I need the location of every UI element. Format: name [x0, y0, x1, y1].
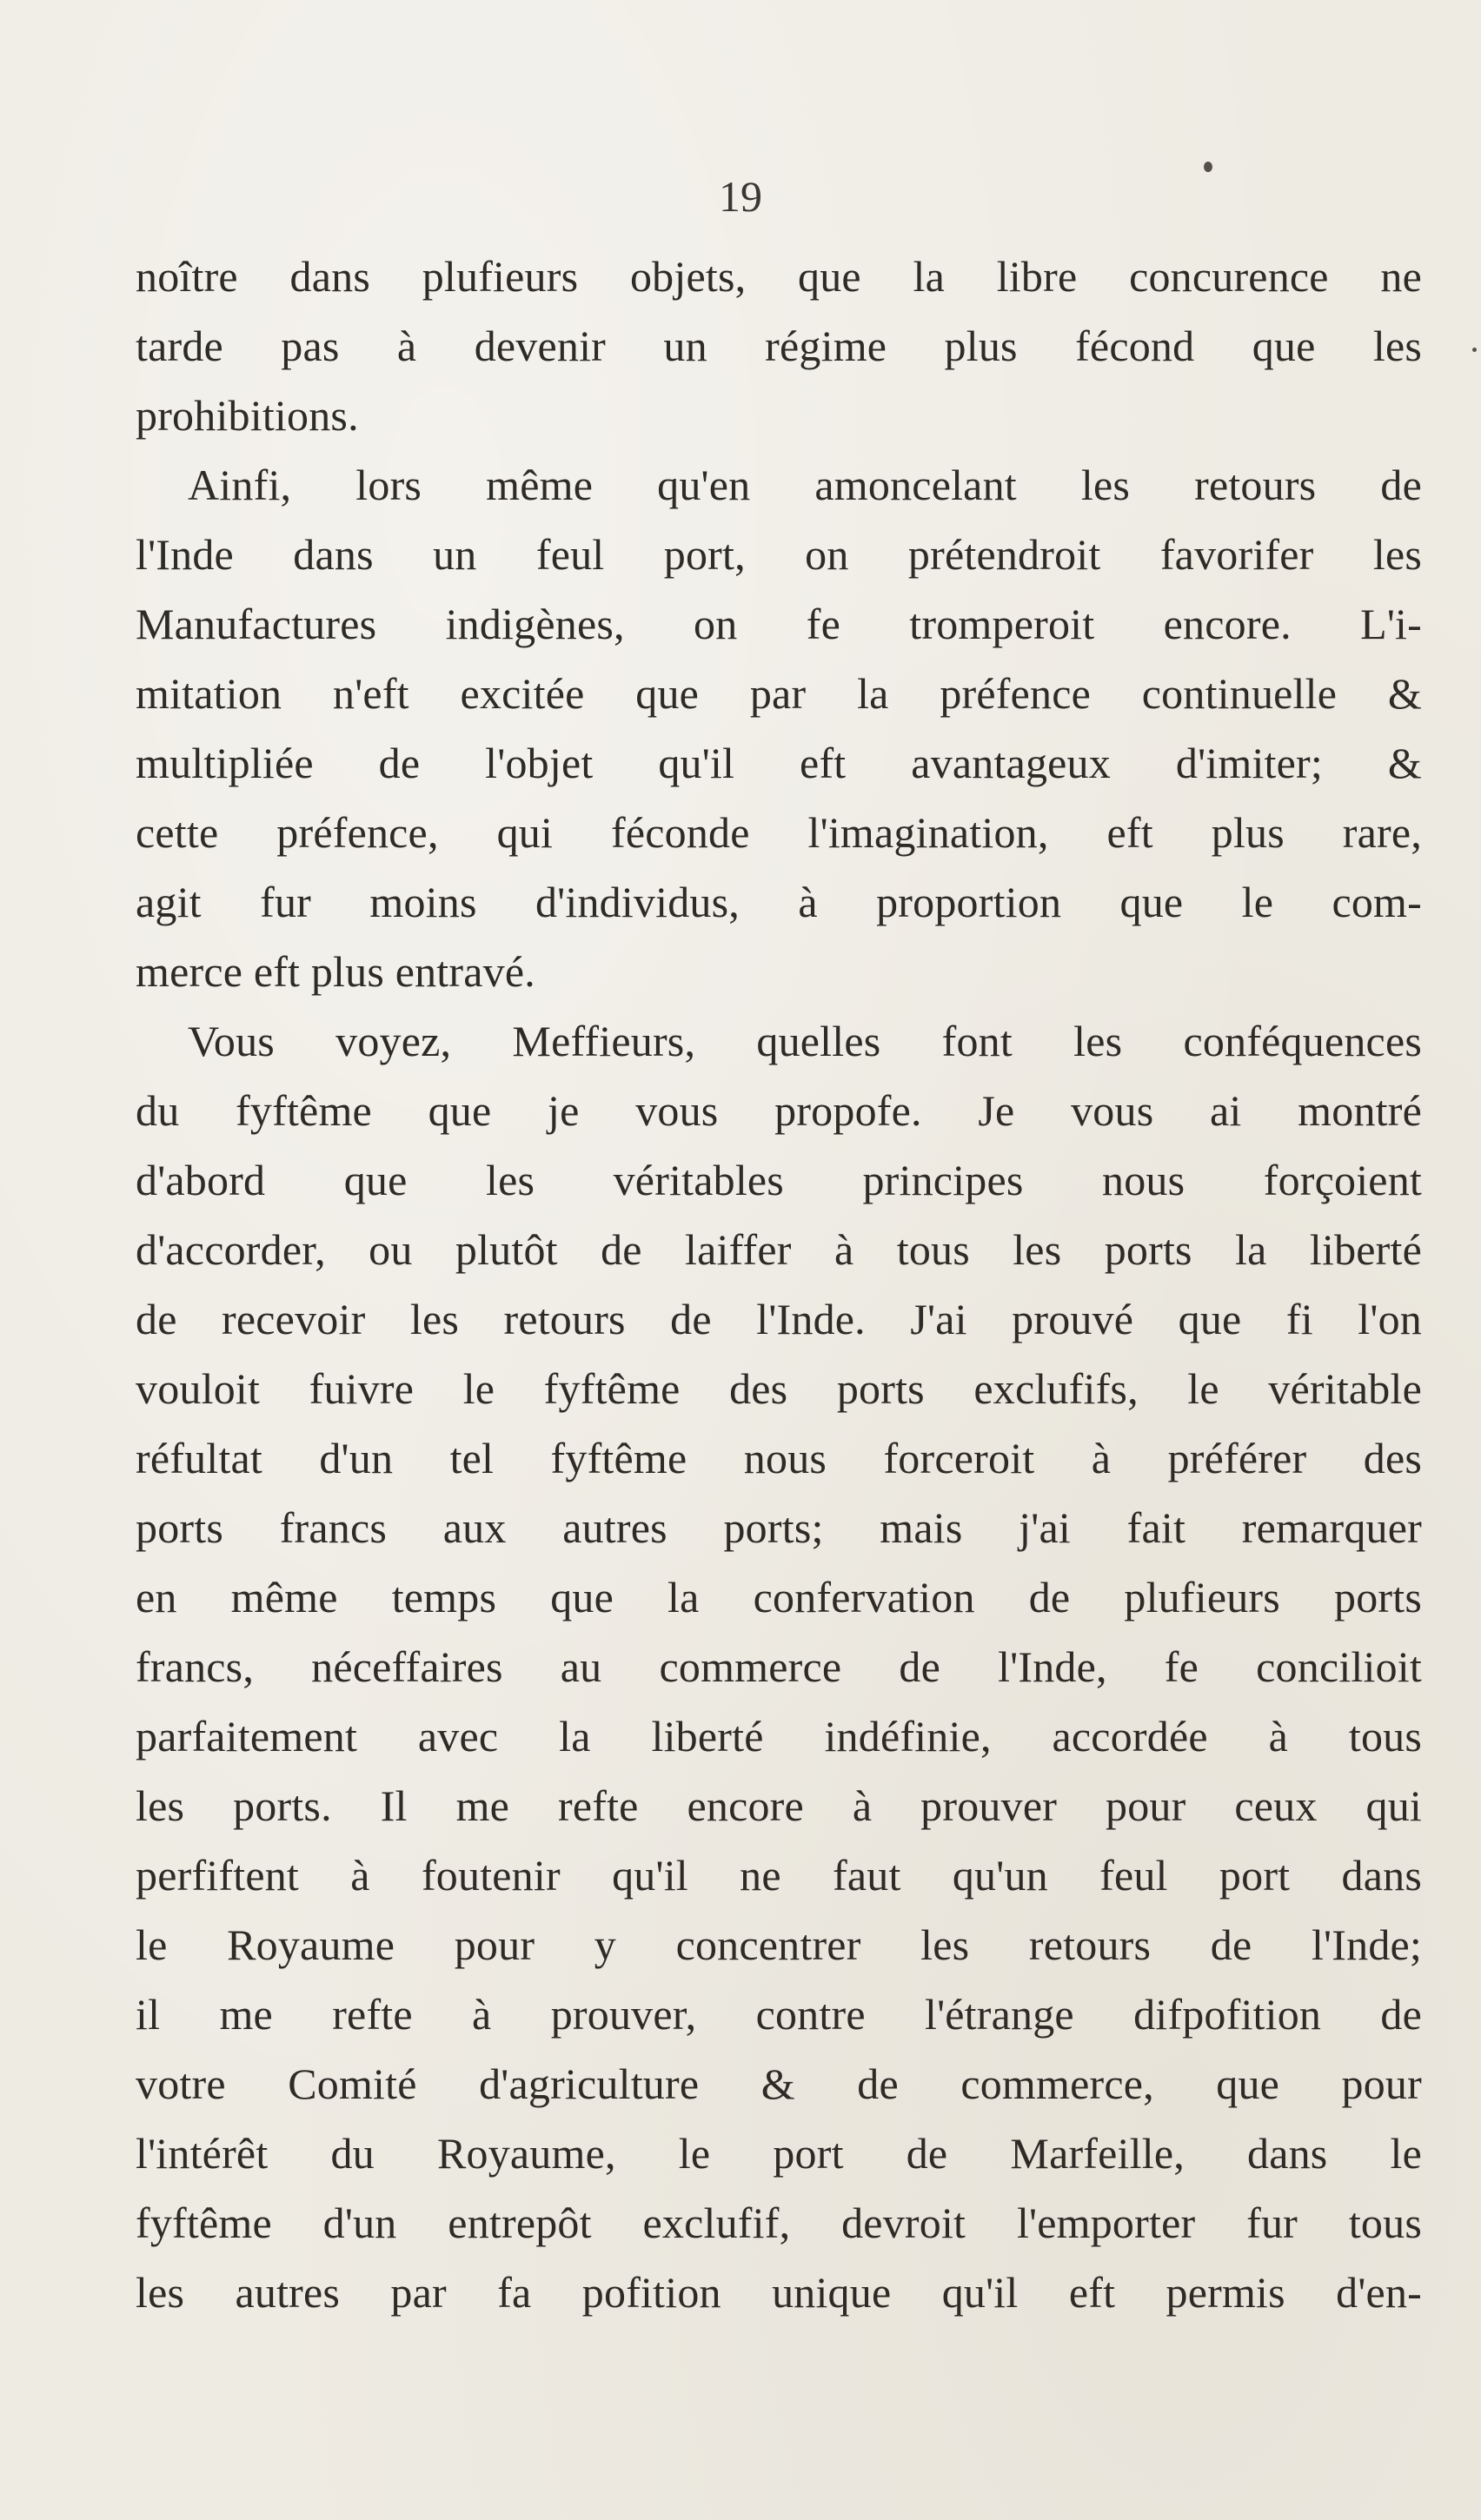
text-line: il me refte à prouver, contre l'étrange difpofition de	[136, 1990, 1422, 2039]
text-line: Ainfi, lors même qu'en amoncelant les retours de	[188, 461, 1422, 509]
text-line: les autres par fa pofition unique qu'il eft permis d'en-	[136, 2268, 1422, 2317]
text-line: multipliée de l'objet qu'il eft avantageux d'imiter; &	[136, 739, 1422, 787]
text-line: l'intérêt du Royaume, le port de Marfeille, dans le	[136, 2129, 1422, 2178]
text-line: Manufactures indigènes, on fe tromperoit encore. L'i-	[136, 600, 1422, 648]
text-line: du fyftême que je vous propofe. Je vous ai montré	[136, 1086, 1422, 1135]
text-line: ports francs aux autres ports; mais j'ai fait remarquer	[136, 1503, 1422, 1552]
ink-speck	[1472, 348, 1477, 352]
text-line: agit fur moins d'individus, à proportion que le com-	[136, 878, 1422, 926]
text-line: réfultat d'un tel fyftême nous forceroit à préférer des	[136, 1434, 1422, 1482]
text-line: les ports. Il me refte encore à prouver pour ceux qui	[136, 1781, 1422, 1830]
text-line: de recevoir les retours de l'Inde. J'ai prouvé que fi l'on	[136, 1295, 1422, 1343]
page-number: 19	[719, 172, 762, 221]
text-line: perfiftent à foutenir qu'il ne faut qu'un feul port dans	[136, 1851, 1422, 1900]
text-line: en même temps que la confervation de plufieurs ports	[136, 1573, 1422, 1621]
text-line: noître dans plufieurs objets, que la libre concurence ne	[136, 252, 1422, 301]
ink-speck	[1204, 162, 1212, 172]
text-line: l'Inde dans un feul port, on prétendroit favorifer les	[136, 530, 1422, 579]
text-line: tarde pas à devenir un régime plus fécond que les	[136, 322, 1422, 370]
text-line: fyftême d'un entrepôt exclufif, devroit l'emporter fur tous	[136, 2198, 1422, 2247]
text-line: le Royaume pour y concentrer les retours de l'Inde;	[136, 1920, 1422, 1969]
text-line: vouloit fuivre le fyftême des ports exclufifs, le véritable	[136, 1364, 1422, 1413]
text-line: cette préfence, qui féconde l'imagination, eft plus rare,	[136, 808, 1422, 857]
text-line: francs, néceffaires au commerce de l'Inde, fe concilioit	[136, 1642, 1422, 1691]
text-line: d'abord que les véritables principes nous forçoient	[136, 1156, 1422, 1204]
text-line: prohibitions.	[136, 391, 359, 440]
text-line: d'accorder, ou plutôt de laiffer à tous les ports la liberté	[136, 1225, 1422, 1274]
text-line: votre Comité d'agriculture & de commerce, que pour	[136, 2059, 1422, 2108]
text-line: mitation n'eft excitée que par la préfence continuelle &	[136, 669, 1422, 718]
text-line: merce eft plus entravé.	[136, 947, 535, 996]
text-line: Vous voyez, Meffieurs, quelles font les conféquences	[188, 1017, 1422, 1065]
body-text	[136, 242, 1422, 2327]
text-line: parfaitement avec la liberté indéfinie, accordée à tous	[136, 1712, 1422, 1761]
